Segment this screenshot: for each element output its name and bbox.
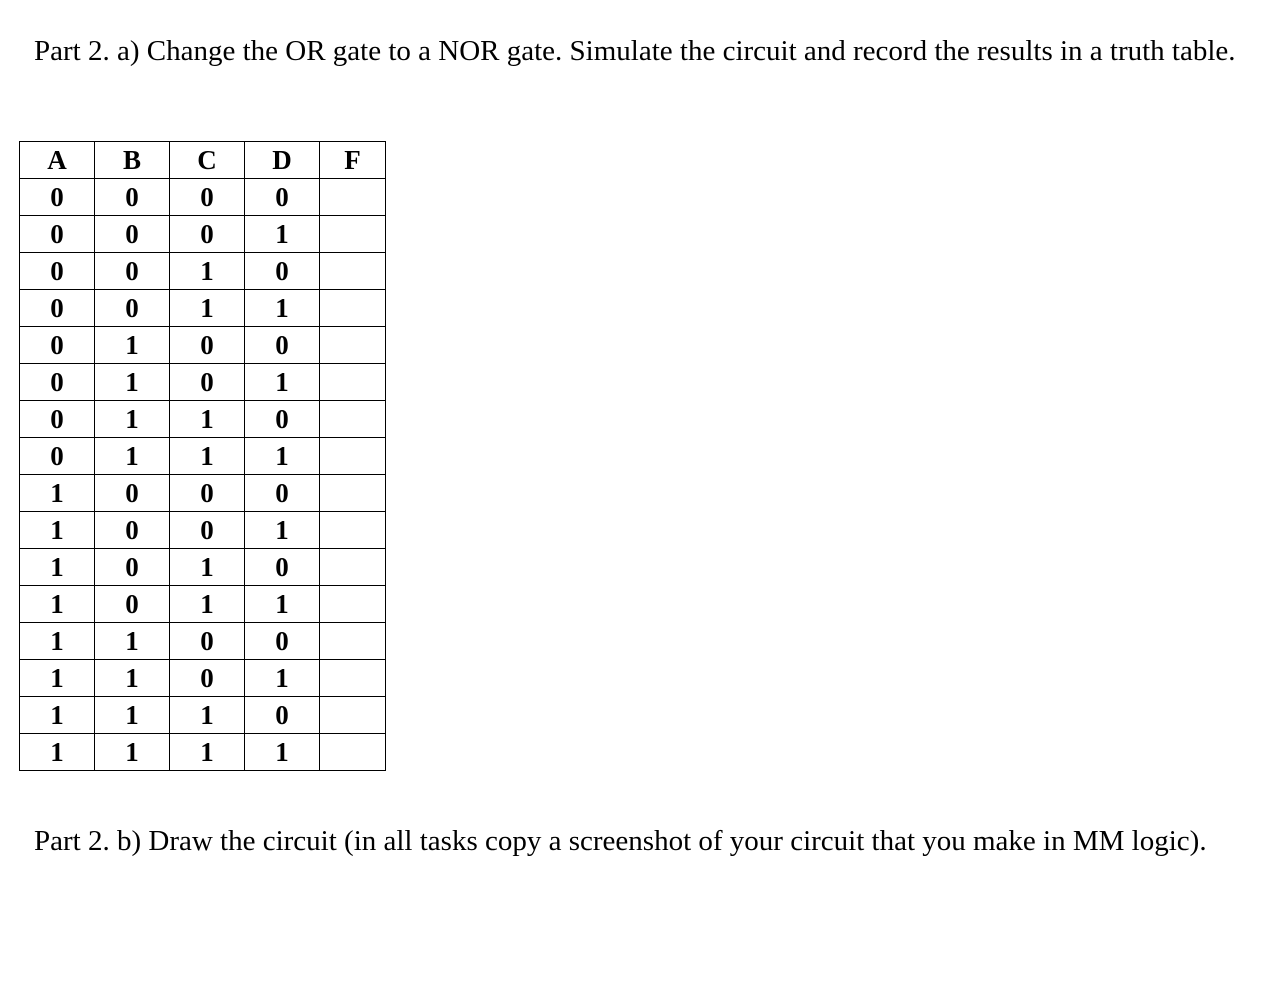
header-b: B [95,142,170,179]
cell-c: 1 [170,290,245,327]
table-row [20,290,386,327]
cell-c: 0 [170,475,245,512]
cell-b: 0 [95,586,170,623]
cell-b: 1 [95,327,170,364]
header-c: C [170,142,245,179]
table-row [20,401,386,438]
cell-f[interactable] [320,623,386,660]
cell-b: 0 [95,253,170,290]
cell-a: 1 [20,734,95,771]
cell-f[interactable] [320,401,386,438]
cell-c: 1 [170,438,245,475]
cell-d: 0 [245,327,320,364]
cell-c: 1 [170,734,245,771]
cell-b: 0 [95,512,170,549]
cell-a: 0 [20,216,95,253]
table-row [20,216,386,253]
table-row [20,327,386,364]
cell-b: 0 [95,475,170,512]
cell-b: 1 [95,734,170,771]
table-row [20,660,386,697]
cell-f[interactable] [320,697,386,734]
cell-f[interactable] [320,253,386,290]
cell-a: 0 [20,253,95,290]
cell-f[interactable] [320,364,386,401]
table-row [20,512,386,549]
cell-b: 1 [95,364,170,401]
table-row [20,623,386,660]
cell-c: 0 [170,179,245,216]
cell-a: 0 [20,290,95,327]
cell-f[interactable] [320,438,386,475]
cell-b: 0 [95,216,170,253]
table-row [20,549,386,586]
cell-a: 1 [20,660,95,697]
cell-b: 1 [95,401,170,438]
cell-a: 1 [20,549,95,586]
cell-a: 0 [20,401,95,438]
cell-d: 1 [245,512,320,549]
cell-f[interactable] [320,734,386,771]
cell-a: 1 [20,697,95,734]
cell-c: 1 [170,253,245,290]
cell-d: 0 [245,549,320,586]
cell-f[interactable] [320,586,386,623]
cell-d: 1 [245,290,320,327]
cell-f[interactable] [320,660,386,697]
cell-a: 0 [20,179,95,216]
cell-f[interactable] [320,475,386,512]
cell-c: 1 [170,401,245,438]
cell-d: 1 [245,586,320,623]
cell-c: 0 [170,216,245,253]
cell-c: 1 [170,586,245,623]
cell-d: 1 [245,660,320,697]
cell-d: 1 [245,216,320,253]
table-row [20,475,386,512]
cell-d: 0 [245,623,320,660]
cell-f[interactable] [320,290,386,327]
cell-f[interactable] [320,216,386,253]
cell-b: 1 [95,660,170,697]
cell-b: 0 [95,549,170,586]
table-row [20,586,386,623]
cell-d: 1 [245,438,320,475]
cell-a: 1 [20,623,95,660]
cell-b: 1 [95,438,170,475]
table-row [20,253,386,290]
cell-f[interactable] [320,512,386,549]
part-b-instruction: Part 2. b) Draw the circuit (in all tasks copy a screenshot of your circuit that you make in MM logic). [34,825,1207,857]
part-a-instruction: Part 2. a) Change the OR gate to a NOR gate. Simulate the circuit and record the results in a truth table. [34,35,1236,67]
cell-a: 0 [20,438,95,475]
cell-c: 0 [170,327,245,364]
cell-d: 0 [245,697,320,734]
cell-d: 0 [245,179,320,216]
header-f: F [320,142,386,179]
cell-a: 1 [20,475,95,512]
cell-f[interactable] [320,327,386,364]
table-row [20,179,386,216]
header-d: D [245,142,320,179]
table-row [20,438,386,475]
cell-d: 0 [245,475,320,512]
cell-a: 0 [20,327,95,364]
header-a: A [20,142,95,179]
truth-table-header-row [20,142,386,179]
truth-table [19,141,386,771]
cell-d: 1 [245,364,320,401]
cell-c: 0 [170,660,245,697]
cell-c: 1 [170,549,245,586]
cell-a: 0 [20,364,95,401]
cell-a: 1 [20,512,95,549]
cell-c: 0 [170,623,245,660]
cell-c: 0 [170,512,245,549]
cell-d: 1 [245,734,320,771]
cell-b: 0 [95,290,170,327]
cell-f[interactable] [320,549,386,586]
cell-f[interactable] [320,179,386,216]
cell-d: 0 [245,253,320,290]
cell-b: 0 [95,179,170,216]
cell-a: 1 [20,586,95,623]
cell-b: 1 [95,623,170,660]
cell-d: 0 [245,401,320,438]
cell-c: 0 [170,364,245,401]
cell-c: 1 [170,697,245,734]
table-row [20,734,386,771]
table-row [20,364,386,401]
table-row [20,697,386,734]
cell-b: 1 [95,697,170,734]
